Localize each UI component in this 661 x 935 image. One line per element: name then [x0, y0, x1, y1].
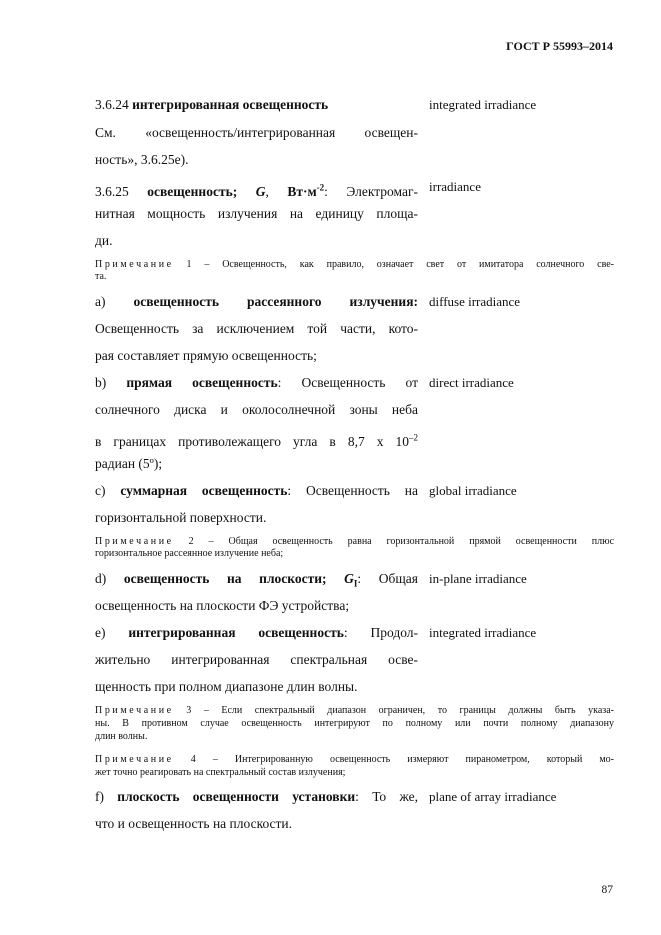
- unit: Вт·м: [287, 183, 317, 199]
- definition-line: что и освещенность на плоскости.: [95, 816, 293, 831]
- term-en: in-plane irradiance: [429, 571, 527, 586]
- note-4-continued: жет точно реагировать на спектральный состав излучения;: [95, 767, 346, 778]
- note-2-continued: горизонтальное рассеянное излучение неба;: [95, 548, 284, 559]
- term-ru: освещенность рассеянного излучения:: [133, 294, 418, 309]
- item-letter: c): [95, 483, 121, 498]
- term-en: irradiance: [429, 179, 481, 194]
- definition-line: ди.: [95, 233, 113, 248]
- item-b-heading: b) прямая освещенность: Освещенность от: [95, 375, 419, 390]
- term-ru: прямая освещенность: [126, 375, 278, 390]
- exponent: –2: [409, 432, 418, 442]
- entry-number: 3.6.24: [95, 97, 133, 112]
- entry-3-6-25-heading: 3.6.25 освещенность; G, $Вт\cdot м^{-2}$: Электромаг-: [95, 182, 419, 199]
- note-1-continued: та.: [95, 271, 107, 282]
- document-header: ГОСТ Р 55993–2014: [506, 39, 613, 53]
- definition-line: солнечного диска и околосолнечной зоны неба: [95, 402, 418, 417]
- note-label: Примечание: [95, 536, 174, 547]
- item-letter: d): [95, 571, 124, 586]
- entry-3-6-24-heading: [95, 97, 328, 113]
- definition-line: радиан (5º);: [95, 456, 163, 471]
- item-a-heading: [95, 294, 418, 310]
- item-c-heading: c) суммарная освещенность: Освещенность на: [95, 483, 418, 498]
- term-en: diffuse irradiance: [429, 294, 521, 309]
- note-2: Примечание 2 – Общая освещенность равна горизонтальной прямой освещенности плюс: [95, 536, 615, 547]
- definition-line: См. «освещенность/интегрированная освещен-: [95, 125, 418, 140]
- note-number: 4: [190, 754, 196, 765]
- term-ru: плоскость освещенности установки: [117, 789, 356, 804]
- term-en: plane of array irradiance: [429, 789, 557, 804]
- term-ru: интегрированная освещенность: [132, 97, 329, 112]
- definition-line: нитная мощность излучения на единицу площа-: [95, 206, 418, 221]
- item-letter: b): [95, 375, 127, 390]
- term-en: integrated irradiance: [429, 97, 537, 112]
- note-3-continued: ны. В противном случае освещенность интегрируют по полному или почти полному диапазону: [95, 718, 614, 729]
- symbol: G: [255, 183, 266, 199]
- definition-line: Освещенность за исключением той части, кото-: [95, 321, 418, 336]
- term-ru: освещенность на плоскости;: [123, 571, 345, 586]
- entry-number: 3.6.25: [95, 183, 148, 199]
- definition-line: рая составляет прямую освещенность;: [95, 348, 317, 363]
- item-letter: a): [95, 294, 134, 309]
- note-number: 2: [188, 536, 194, 547]
- term-ru: освещенность;: [147, 183, 256, 199]
- item-letter: e): [95, 625, 129, 640]
- item-letter: f): [95, 789, 118, 804]
- definition-line: ность», 3.6.25е).: [95, 152, 189, 167]
- definition-line: горизонтальной поверхности.: [95, 510, 267, 525]
- note-3-continued: длин волны.: [95, 731, 148, 742]
- item-d-heading: d) освещенность на плоскости; $G_I$: Общая: [95, 571, 419, 589]
- page-number: 87: [601, 884, 613, 896]
- definition-line: освещенность на плоскости ФЭ устройства;: [95, 598, 350, 613]
- definition-line: в границах противолежащего угла в 8,7 х $10^{-2}$: [95, 432, 418, 449]
- item-e-heading: e) интегрированная освещенность: Продол-: [95, 625, 418, 640]
- definition-line: жительно интегрированная спектральная осве-: [95, 652, 418, 667]
- unit-exponent: -2: [316, 182, 325, 192]
- term-ru: интегрированная освещенность: [128, 625, 344, 640]
- note-label: Примечание: [95, 259, 174, 270]
- note-number: 3: [186, 705, 192, 716]
- note-number: 1: [186, 259, 192, 270]
- term-en: integrated irradiance: [429, 625, 537, 640]
- note-4: Примечание 4 – Интегрированную освещенность измеряют пиранометром, который мо-: [95, 754, 615, 765]
- item-f-heading: f) плоскость освещенности установки: То же,: [95, 789, 418, 804]
- symbol: G: [344, 571, 354, 586]
- term-ru: суммарная освещенность: [120, 483, 288, 498]
- term-en: global irradiance: [429, 483, 517, 498]
- term-en: direct irradiance: [429, 375, 514, 390]
- symbol-subscript: I: [353, 578, 358, 589]
- note-label: Примечание: [95, 705, 174, 716]
- note-1: Примечание 1 – Освещенность, как правило, означает свет от имитатора солнечного све-: [95, 259, 615, 270]
- note-label: Примечание: [95, 754, 174, 765]
- note-3: Примечание 3 – Если спектральный диапазон ограничен, то границы должны быть указа-: [95, 705, 615, 716]
- definition-line: щенность при полном диапазоне длин волны.: [95, 679, 358, 694]
